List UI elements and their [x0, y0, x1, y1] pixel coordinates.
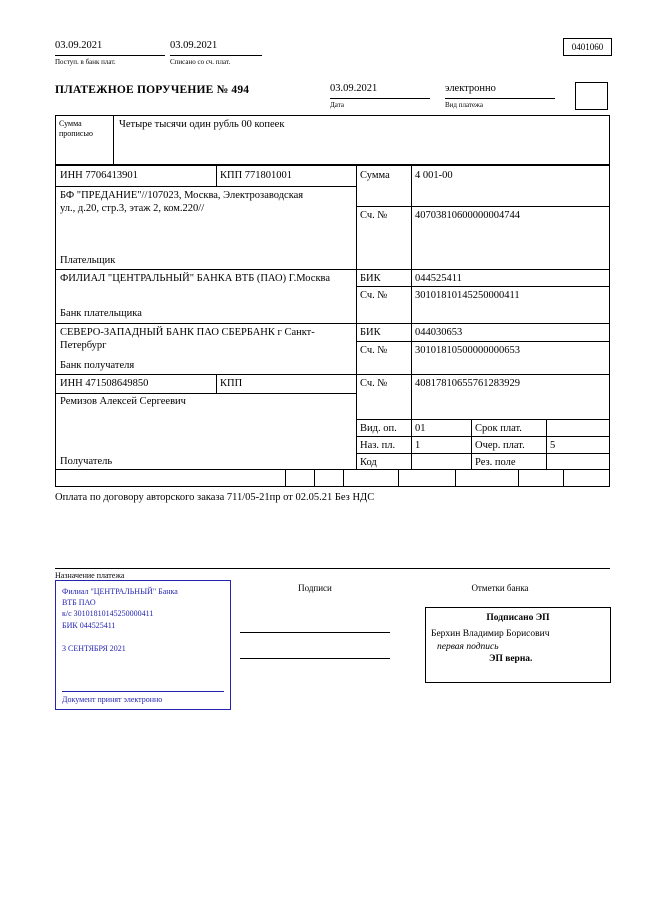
- payment-purpose-label: Назначение платежа: [55, 571, 125, 580]
- pay-term-label: Срок плат.: [475, 423, 522, 434]
- debited-date-field: [170, 40, 262, 66]
- tax-field: [315, 470, 344, 486]
- tax-field: [456, 470, 519, 486]
- payer-kpp: КПП 771801001: [220, 170, 293, 181]
- empty-code-box: [575, 82, 608, 110]
- ep-verdict: ЭП верна.: [489, 654, 533, 665]
- stamp-date: 3 СЕНТЯБРЯ 2021: [62, 643, 126, 653]
- payer-bank-account-label: Сч. №: [360, 290, 388, 301]
- payer-name: БФ "ПРЕДАНИЕ"//107023, Москва, Электрозаводская ул., д.20, стр.3, этаж 2, ком.220//: [60, 190, 304, 215]
- payer-bank-bik-label: БИК: [360, 273, 381, 284]
- payee-inn: ИНН 471508649850: [60, 378, 149, 389]
- tax-fields-row: [55, 470, 610, 487]
- grid-line: [546, 419, 547, 469]
- grid-line: [216, 166, 217, 186]
- document-title: ПЛАТЕЖНОЕ ПОРУЧЕНИЕ № 494: [55, 84, 250, 96]
- ep-signed-title: Подписано ЭП: [486, 613, 550, 623]
- code-label: Код: [360, 457, 377, 468]
- stamp-line-1: Филиал "ЦЕНТРАЛЬНЫЙ" Банка: [62, 587, 178, 596]
- received-date-field: [55, 40, 165, 66]
- ep-signer-name: Берхин Владимир Борисович: [431, 629, 550, 640]
- payer-inn: ИНН 7706413901: [60, 170, 138, 181]
- bank-stamp: [55, 580, 231, 710]
- purpose-rule-line: [55, 568, 610, 569]
- payment-purpose-text: Оплата по договору авторского заказа 711/05-21пр от 02.05.21 Без НДС: [55, 492, 375, 503]
- signature-line-2: [240, 658, 390, 659]
- grid-line: [356, 166, 357, 469]
- requisites-table: [55, 165, 610, 470]
- stamp-footer: Документ принят электронно: [62, 691, 224, 705]
- amount-in-words-value: Четыре тысячи один рубль 00 копеек: [119, 119, 285, 130]
- received-date-label: Поступ. в банк плат.: [55, 57, 116, 66]
- grid-line: [356, 419, 609, 420]
- payment-kind-field: [445, 83, 555, 109]
- signatures-label: Подписи: [298, 583, 332, 593]
- grid-line: [356, 206, 609, 207]
- tax-field: [564, 470, 609, 486]
- payee-bank-account-label: Сч. №: [360, 345, 388, 356]
- grid-line: [356, 436, 609, 437]
- grid-line: [56, 323, 609, 324]
- signature-line-1: [240, 632, 390, 633]
- grid-line: [356, 286, 609, 287]
- payer-bank-name: ФИЛИАЛ "ЦЕНТРАЛЬНЫЙ" БАНКА ВТБ (ПАО) Г.Москва: [60, 273, 331, 284]
- payer-bank-bik: 044525411: [415, 273, 462, 284]
- grid-line: [216, 374, 217, 393]
- payment-kind-value: электронно: [445, 83, 555, 99]
- grid-line: [356, 341, 609, 342]
- payee-kpp: КПП: [220, 378, 243, 389]
- payer-account: 40703810600000004744: [415, 210, 520, 221]
- tax-field: [286, 470, 315, 486]
- amount-in-words-section: [55, 115, 610, 165]
- payer-label: Плательщик: [60, 255, 116, 266]
- debited-date-label: Списано со сч. плат.: [170, 57, 231, 66]
- tax-field: [56, 470, 286, 486]
- grid-line: [356, 453, 609, 454]
- amount-in-words-label: Сумма прописью: [56, 116, 114, 164]
- received-date-value: 03.09.2021: [55, 40, 165, 56]
- grid-line: [471, 419, 472, 469]
- form-code-box: [563, 38, 612, 56]
- payment-kind-label: Вид платежа: [445, 100, 484, 109]
- debited-date-value: 03.09.2021: [170, 40, 262, 56]
- grid-line: [411, 166, 412, 469]
- payee-account-label: Сч. №: [360, 378, 388, 389]
- reserve-label: Рез. поле: [475, 457, 516, 468]
- electronic-signature-box: [425, 607, 611, 683]
- payee-bank-bik: 044030653: [415, 327, 463, 338]
- amount-label: Сумма: [360, 170, 390, 181]
- payer-bank-label: Банк плательщика: [60, 308, 142, 319]
- tax-field: [399, 470, 456, 486]
- tax-field: [519, 470, 564, 486]
- op-type-value: 01: [415, 423, 426, 434]
- payer-account-label: Сч. №: [360, 210, 388, 221]
- payee-bank-account: 30101810500000000653: [415, 345, 520, 356]
- tax-field: [344, 470, 399, 486]
- bank-marks-label: Отметки банка: [471, 583, 529, 593]
- payee-bank-bik-label: БИК: [360, 327, 381, 338]
- priority-label: Очер. плат.: [475, 440, 525, 451]
- document-date-field: [330, 83, 430, 109]
- stamp-line-2: ВТБ ПАО: [62, 598, 96, 608]
- amount-value: 4 001-00: [415, 170, 453, 181]
- grid-line: [56, 393, 356, 394]
- priority-value: 5: [550, 440, 556, 451]
- purpose-code-value: 1: [415, 440, 421, 451]
- document-date-label: Дата: [330, 100, 344, 109]
- payer-bank-account: 30101810145250000411: [415, 290, 520, 301]
- stamp-line-3: к/с 30101810145250000411: [62, 609, 154, 619]
- payee-bank-name: СЕВЕРО-ЗАПАДНЫЙ БАНК ПАО СБЕРБАНК г Санкт-Петербург: [60, 327, 315, 352]
- grid-line: [56, 374, 609, 375]
- form-code: 0401060: [571, 41, 604, 52]
- document-date-value: 03.09.2021: [330, 83, 430, 99]
- purpose-code-label: Наз. пл.: [360, 440, 396, 451]
- payee-account: 40817810655761283929: [415, 378, 520, 389]
- payee-label: Получатель: [60, 456, 113, 467]
- payee-bank-label: Банк получателя: [60, 360, 135, 371]
- payee-name: Ремизов Алексей Сергеевич: [60, 396, 186, 407]
- stamp-line-4: БИК 044525411: [62, 620, 116, 630]
- grid-line: [56, 186, 356, 187]
- ep-signature-role: первая подпись: [437, 641, 499, 652]
- grid-line: [56, 269, 609, 270]
- op-type-label: Вид. оп.: [360, 423, 397, 434]
